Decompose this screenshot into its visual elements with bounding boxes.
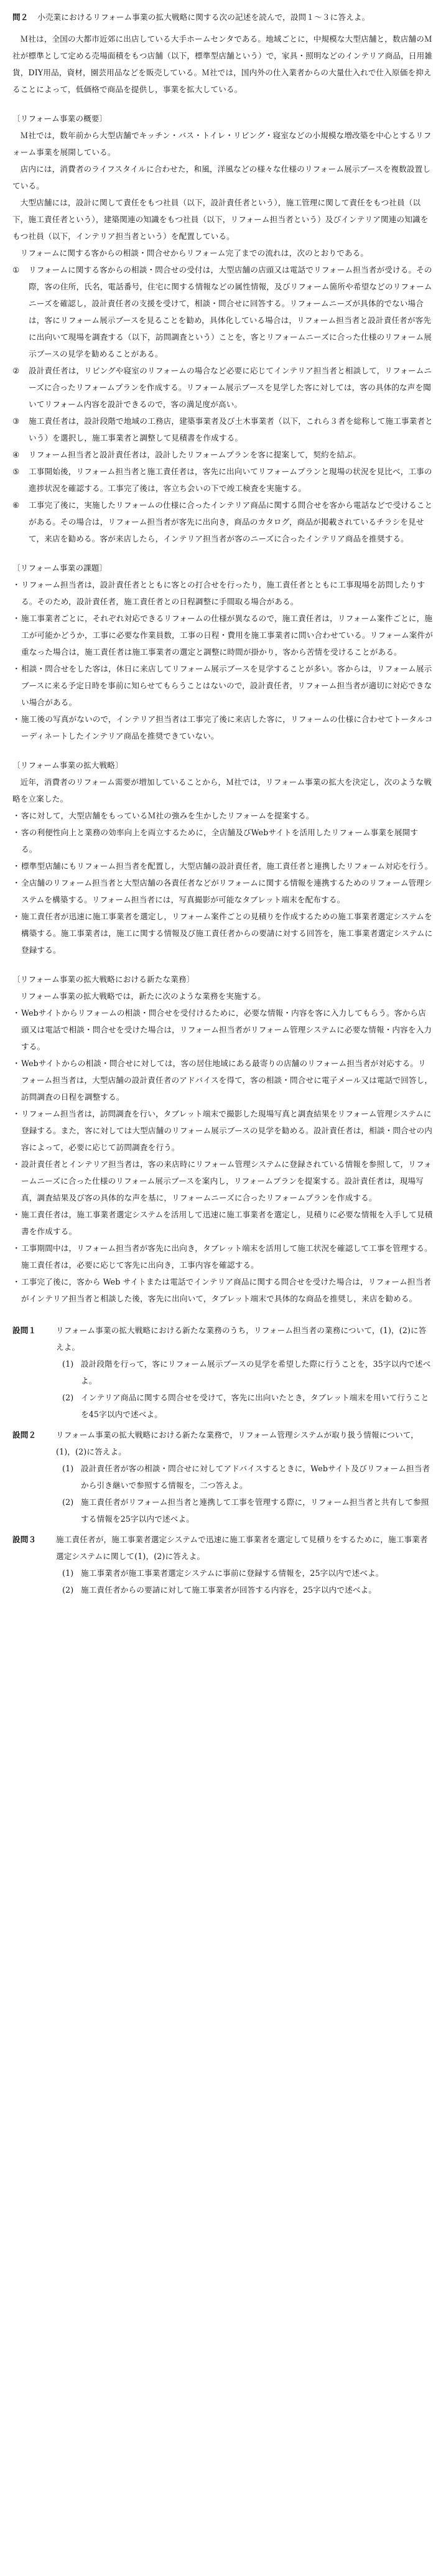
item-number: (1) bbox=[62, 1568, 74, 1578]
item-text: 設計責任者が客の相談・問合せに対してアドバイスするときに，Webサイト及びリフォーム担当者から引き継いで参照する情報を，二つ答えよ。 bbox=[81, 1464, 430, 1490]
overview-section bbox=[12, 110, 434, 547]
list-item bbox=[12, 261, 434, 362]
bullet-icon: ・ bbox=[12, 828, 21, 837]
bullet-icon: ・ bbox=[12, 861, 21, 871]
list-item bbox=[12, 908, 434, 958]
overview-paragraph: Ｍ社では，数年前から大型店舗でキッチン・バス・トイレ・リビング・寝室などの小規模な増改築を中心とするリフォーム事業を展開している。 bbox=[12, 131, 432, 157]
step-number: ⑥ bbox=[12, 500, 20, 510]
list-item bbox=[56, 1356, 434, 1389]
bullet-icon: ・ bbox=[12, 714, 21, 724]
list-item bbox=[12, 824, 434, 858]
bullet-icon: ・ bbox=[12, 664, 21, 673]
list-item bbox=[12, 1055, 434, 1105]
list-item bbox=[12, 1105, 434, 1156]
item-text: 施工責任者からの要請に対して施工事業者が回答する内容を，25字以内で述べよ。 bbox=[81, 1585, 377, 1595]
list-item bbox=[12, 446, 434, 463]
list-item bbox=[12, 576, 434, 610]
item-text: インテリア商品に関する問合せを受けて，客先に出向いたとき，タブレット端末を用いて行うことを45字以内で述べよ。 bbox=[81, 1393, 429, 1419]
list-item bbox=[12, 362, 434, 413]
bullet-icon: ・ bbox=[12, 878, 21, 888]
overview-paragraph: 大型店舗には，設計に関して責任をもつ社員（以下，設計責任者という），施工管理に関して責任をもつ社員（以下，施工責任者という），建築関連の知識をもつ社員（以下，リフォーム担当者という）及びインテリア関連の知識をもつ社員（以下，インテリア担当者という）を配置している。 bbox=[12, 198, 429, 241]
strategy-section bbox=[12, 757, 434, 958]
bullet-icon: ・ bbox=[12, 580, 21, 589]
question-number: 問２ bbox=[12, 12, 29, 22]
step-text: リフォーム担当者と設計責任者は，設計したリフォームプランを客に提案して，契約を結ぶ。 bbox=[29, 450, 361, 459]
setsumon-text: リフォーム事業の拡大戦略における新たな業務で，リフォーム管理システムが取り扱う情報について，(1)，(2)に答えよ。 bbox=[56, 1430, 419, 1456]
list-item bbox=[12, 874, 434, 908]
bullet-icon: ・ bbox=[12, 614, 21, 623]
item-text: 施工責任者がリフォーム担当者と連携して工事を管理する際に，リフォーム担当者と共有して参照する情報を25字以内で述べよ。 bbox=[81, 1497, 429, 1524]
business-text: 工事期間中は，リフォーム担当者が客先に出向き，タブレット端末を活用して施工状況を確認して工事を管理する。施工責任者は，必要に応じて客先に出向き，工事内容を確認する。 bbox=[21, 1244, 432, 1270]
step-text: 工事完了後に，実施したリフォームの仕様に合ったインテリア商品に関する問合せを客から電話などで受けることがある。その場合は，リフォーム担当者が客先に出向き，商品のカタログ，商品が掲載されているチラシを見せて，来店を勧める。客が来店したら，インテリア担当者が客のニーズに合ったインテリア商品を推奨する。 bbox=[29, 500, 433, 543]
strategy-text: 客の利便性向上と業務の効率向上を両立するために，全店舗及びWebサイトを活用したリフォーム事業を展開する。 bbox=[21, 828, 419, 854]
list-item bbox=[12, 858, 434, 874]
company-paragraph: Ｍ社は，全国の大都市近郊に出店している大手ホームセンタである。地域ごとに，中規模な大型店舗と，数店舗のＭ社が標準として定める売場面積をもつ店舗（以下，標準型店舗という）で，家具・照明などのインテリア商品，日用雑貨，DIY用品，資材，園芸用品などを販売している。Ｍ社では，国内外の仕入業者からの大量仕入れで仕入原価を抑えることによって，低価格で商品を提供し，事業を拡大している。 bbox=[12, 34, 433, 94]
item-text: 設計段階を行って，客にリフォーム展示ブースの見学を希望した際に行うことを，35字以内で述べよ。 bbox=[81, 1359, 431, 1385]
setsumon-text: 施工責任者が，施工事業者選定システムで迅速に施工事業者を選定して見積りをするために，施工事業者選定システムに関して(1)，(2)に答えよ。 bbox=[56, 1535, 428, 1561]
business-text: 設計責任者とインテリア担当者は，客の来店時にリフォーム管理システムに登録されている情報を参照して，リフォームニーズに合った仕様のリフォーム展示ブースを案内し，リフォームプランを提案する。設計責任者は，現場写真，調査結果及び客の具体的な声を基に，リフォームニーズに合ったリフォームプランを作成する。 bbox=[21, 1159, 432, 1202]
setsumon-1 bbox=[12, 1322, 434, 1423]
setsumon-number: 設問３ bbox=[12, 1535, 37, 1544]
step-number: ② bbox=[12, 366, 20, 375]
list-item bbox=[12, 1273, 434, 1307]
list-item bbox=[56, 1581, 434, 1598]
list-item bbox=[56, 1565, 434, 1581]
overview-steps bbox=[12, 261, 434, 547]
issue-text: 施工事業者ごとに，それぞれ対応できるリフォームの仕様が異なるので，施工責任者は，リフォーム案件ごとに，施工が可能かどうか，工事に必要な作業員数，工事の日程・費用を施工事業者に問い合わせている。リフォーム案件が重なった場合は，施工責任者は施工事業者の選定と調整に時間が掛かり，客から苦情を受けることがある。 bbox=[21, 614, 434, 657]
business-text: 工事完了後に，客から Web サイトまたは電話でインテリア商品に関する問合せを受けた場合は，リフォーム担当者がインテリア担当者と相談した後，客先に出向いて，タブレット端末で具体的な商品を推奨し，来店を勧める。 bbox=[21, 1277, 432, 1303]
bullet-icon: ・ bbox=[12, 1159, 21, 1169]
business-text: Webサイトからリフォームの相談・問合せを受付けるために，必要な情報・内容を客に入力してもらう。客から店頭又は電話で相談・問合せを受けた場合は，リフォーム担当者がリフォーム管理システムに必要な情報・内容を入力する。 bbox=[21, 1008, 432, 1051]
item-number: (2) bbox=[62, 1393, 74, 1402]
list-item bbox=[12, 807, 434, 824]
list-item bbox=[12, 711, 434, 744]
bullet-icon: ・ bbox=[12, 1008, 21, 1018]
setsumon-3 bbox=[12, 1531, 434, 1598]
list-item bbox=[12, 610, 434, 660]
bullet-icon: ・ bbox=[12, 912, 21, 921]
bullet-icon: ・ bbox=[12, 811, 21, 820]
issues-title: 〔リフォーム事業の課題〕 bbox=[12, 563, 108, 573]
step-text: 施工責任者は，設計段階で地域の工務店，建築事業者及び土木事業者（以下，これら３者を総称して施工事業者という）を選択し，施工事業者と調整して見積書を作成する。 bbox=[29, 416, 433, 443]
step-text: リフォームに関する客からの相談・問合せの受付は，大型店舗の店頭又は電話でリフォーム担当者が受ける。その際，客の住所，氏名，電話番号，住宅に関する情報などの属性情報，及びリフォーム箇所や希望などのリフォームニーズを確認し，設計責任者の支援を受けて，相談・問合せに回答する。リフォームニーズが具体的でない場合は，客にリフォーム展示ブースを見ることを勧め，具体化している場合は，リフォーム担当者と設計責任者が客先に出向いて現場を調査する（以下，訪問調査という）ことを，客とリフォームニーズに合った仕様のリフォーム展示ブースの見学を勧めることがある。 bbox=[29, 265, 432, 358]
setsumon-section bbox=[12, 1322, 434, 1598]
list-item bbox=[12, 1156, 434, 1206]
business-text: Webサイトからの相談・問合せに対しては，客の居住地域にある最寄りの店舗のリフォーム担当者が対応する。リフォーム担当者は，大型店舗の設計責任者のアドバイスを得て，客の相談・問合せに電子メール又は電話で回答し，訪問調査の日程を調整する。 bbox=[21, 1059, 433, 1102]
strategy-list bbox=[12, 807, 434, 958]
strategy-text: 客に対して，大型店舗をもっているＭ社の強みを生かしたリフォームを提案する。 bbox=[21, 811, 314, 820]
strategy-title: 〔リフォーム事業の拡大戦略〕 bbox=[12, 761, 123, 770]
new-business-list bbox=[12, 1005, 434, 1307]
business-text: リフォーム担当者は，訪問調査を行い，タブレット端末で撮影した現場写真と調査結果をリフォーム管理システムに登録する。また，客に対しては大型店舗のリフォーム展示ブースの見学を勧める。設計責任者は，相談・問合せの内容によって，必要に応じて訪問調査を行う。 bbox=[21, 1109, 433, 1152]
strategy-text: 全店舗のリフォーム担当者と大型店舗の各責任者などがリフォームに関する情報を連携するためのリフォーム管理システムを構築する。リフォーム担当者には，写真撮影が可能なタブレット端末を配布する。 bbox=[21, 878, 432, 904]
new-business-paragraph: リフォーム事業の拡大戦略では，新たに次のような業務を実施する。 bbox=[20, 991, 266, 1001]
list-item bbox=[12, 463, 434, 497]
list-item bbox=[12, 1206, 434, 1240]
list-item bbox=[56, 1494, 434, 1527]
new-business-section bbox=[12, 971, 434, 1307]
issues-list bbox=[12, 576, 434, 744]
step-text: 工事開始後，リフォーム担当者と施工責任者は，客先に出向いてリフォームプランと現場の状況を見比べ，工事の進捗状況を確認する。工事完了後は，客立ち会いの下で竣工検査を実施する。 bbox=[29, 467, 432, 493]
step-number: ④ bbox=[12, 450, 20, 459]
strategy-paragraph: 近年，消費者のリフォーム需要が増加していることから，Ｍ社では，リフォーム事業の拡大を決定し，次のような戦略を立案した。 bbox=[12, 777, 432, 803]
issue-text: 施工後の写真がないので，インテリア担当者は工事完了後に来店した客に，リフォームの仕様に合わせてトータルコーディネートしたインテリア商品を推奨できていない。 bbox=[21, 714, 433, 741]
setsumon-number: 設問１ bbox=[12, 1326, 37, 1335]
bullet-icon: ・ bbox=[12, 1277, 21, 1286]
setsumon-text: リフォーム事業の拡大戦略における新たな業務のうち，リフォーム担当者の業務について，(1)，(2)に答えよ。 bbox=[56, 1326, 427, 1352]
setsumon-number: 設問２ bbox=[12, 1430, 37, 1440]
step-number: ⑤ bbox=[12, 467, 20, 476]
question-header bbox=[12, 9, 434, 26]
list-item bbox=[12, 413, 434, 446]
list-item bbox=[56, 1460, 434, 1494]
question-intro: 小売業におけるリフォーム事業の拡大戦略に関する次の記述を読んで，設問１～３に答えよ。 bbox=[37, 12, 370, 22]
overview-paragraph: リフォームに関する客からの相談・問合せからリフォーム完了までの流れは，次のとおりである。 bbox=[20, 248, 369, 258]
issue-text: リフォーム担当者は，設計責任者とともに客との打合せを行ったり，施工責任者とともに工事現場を訪問したりする。そのため，設計責任者，施工責任者との日程調整に手間取る場合がある。 bbox=[21, 580, 425, 606]
item-text: 施工事業者が施工事業者選定システムに事前に登録する情報を，25字以内で述べよ。 bbox=[81, 1568, 384, 1578]
strategy-text: 標準型店舗にもリフォーム担当者を配置し，大型店舗の設計責任者，施工責任者と連携したリフォーム対応を行う。 bbox=[21, 861, 433, 871]
bullet-icon: ・ bbox=[12, 1210, 21, 1219]
business-text: 施工責任者は，施工事業者選定システムを活用して迅速に施工事業者を選定し，見積りに必要な情報を入手して見積書を作成する。 bbox=[21, 1210, 433, 1236]
issue-text: 相談・問合せをした客は，休日に来店してリフォーム展示ブースを見学することが多い。客からは，リフォーム展示ブースに来る予定日時を事前に知らせてもらうことはないので，設計責任者，リフォーム担当者が適切に対応できない場合がある。 bbox=[21, 664, 432, 707]
overview-title: 〔リフォーム事業の概要〕 bbox=[12, 114, 108, 123]
bullet-icon: ・ bbox=[12, 1059, 21, 1068]
item-number: (1) bbox=[62, 1359, 74, 1369]
overview-paragraph: 店内には，消費者のライフスタイルに合わせた，和風，洋風などの様々な仕様のリフォーム展示ブースを複数設置している。 bbox=[12, 164, 431, 190]
list-item bbox=[12, 1240, 434, 1273]
list-item bbox=[12, 1005, 434, 1055]
list-item bbox=[56, 1389, 434, 1423]
item-number: (2) bbox=[62, 1585, 74, 1595]
list-item bbox=[12, 497, 434, 547]
list-item bbox=[12, 660, 434, 711]
issues-section bbox=[12, 560, 434, 744]
step-number: ③ bbox=[12, 416, 20, 426]
new-business-title: 〔リフォーム事業の拡大戦略における新たな業務〕 bbox=[12, 975, 195, 984]
bullet-icon: ・ bbox=[12, 1109, 21, 1118]
item-number: (1) bbox=[62, 1464, 74, 1473]
step-number: ① bbox=[12, 265, 20, 274]
step-text: 設計責任者は，リビングや寝室のリフォームの場合など必要に応じてインテリア担当者と相談して，リフォームニーズに合ったリフォームプランを作成する。リフォーム展示ブースを見学した客に対しては，客の具体的な声を聞いてリフォーム内容を設計できるので，客の満足度が高い。 bbox=[29, 366, 432, 409]
item-number: (2) bbox=[62, 1497, 74, 1507]
setsumon-2 bbox=[12, 1426, 434, 1527]
bullet-icon: ・ bbox=[12, 1244, 21, 1253]
strategy-text: 施工責任者が迅速に施工事業者を選定し，リフォーム案件ごとの見積りを作成するための施工事業者選定システムを構築する。施工事業者は，施工に関する情報及び施工責任者からの要請に対する回答を，施工事業者選定システムに登録する。 bbox=[21, 912, 433, 955]
